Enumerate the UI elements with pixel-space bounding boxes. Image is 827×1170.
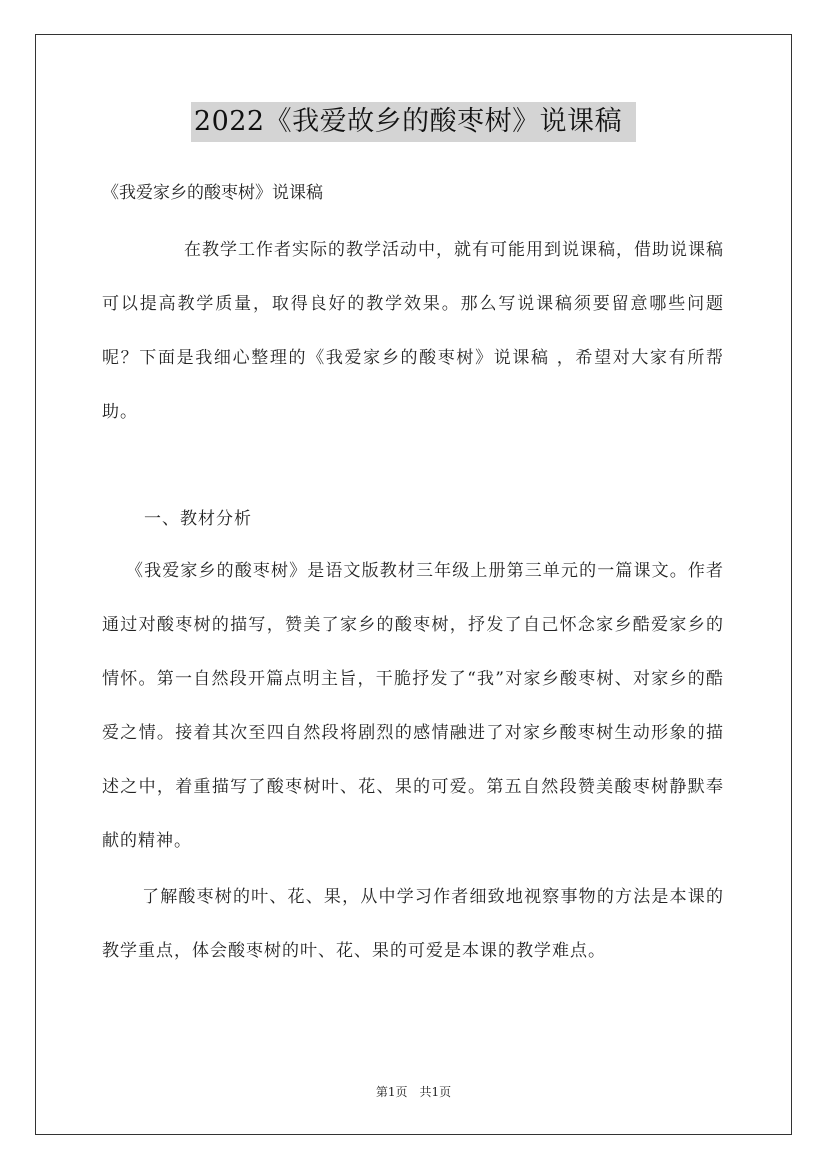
document-title (0, 102, 827, 142)
page-footer: 第1页 共1页 (375, 1085, 452, 1099)
intro-paragraph: 在教学工作者实际的教学活动中，就有可能用到说课稿，借助说课稿可以提高教学质量，取得良好的教学效果。那么写说课稿须要留意哪些问题呢？下面是我细心整理的《我爱家乡的酸枣树》说课稿 ，希望对大家有所帮助。 (102, 240, 724, 422)
focus-paragraph: 了解酸枣树的叶、花、果，从中学习作者细致地视察事物的方法是本课的教学重点，体会酸枣树的叶、花、果的可爱是本课的教学难点。 (102, 887, 724, 961)
document-subtitle: 《我爱家乡的酸枣树》说课稿 (102, 183, 323, 203)
document-title-text: 2022《我爱故乡的酸枣树》说课稿 (191, 102, 636, 142)
analysis-paragraph: 《我爱家乡的酸枣树》是语文版教材三年级上册第三单元的一篇课文。作者通过对酸枣树的描写，赞美了家乡的酸枣树，抒发了自己怀念家乡酷爱家乡的情怀。第一自然段开篇点明主旨，干脆抒发了“我”对家乡酸枣树、对家乡的酷爱之情。接着其次至四自然段将剧烈的感情融进了对家乡酸枣树生动形象的描述之中，着重描写了酸枣树叶、花、果的可爱。第五自然段赞美酸枣树静默奉献的精神。 (102, 561, 724, 851)
section-heading: 一、教材分析 (144, 509, 252, 529)
